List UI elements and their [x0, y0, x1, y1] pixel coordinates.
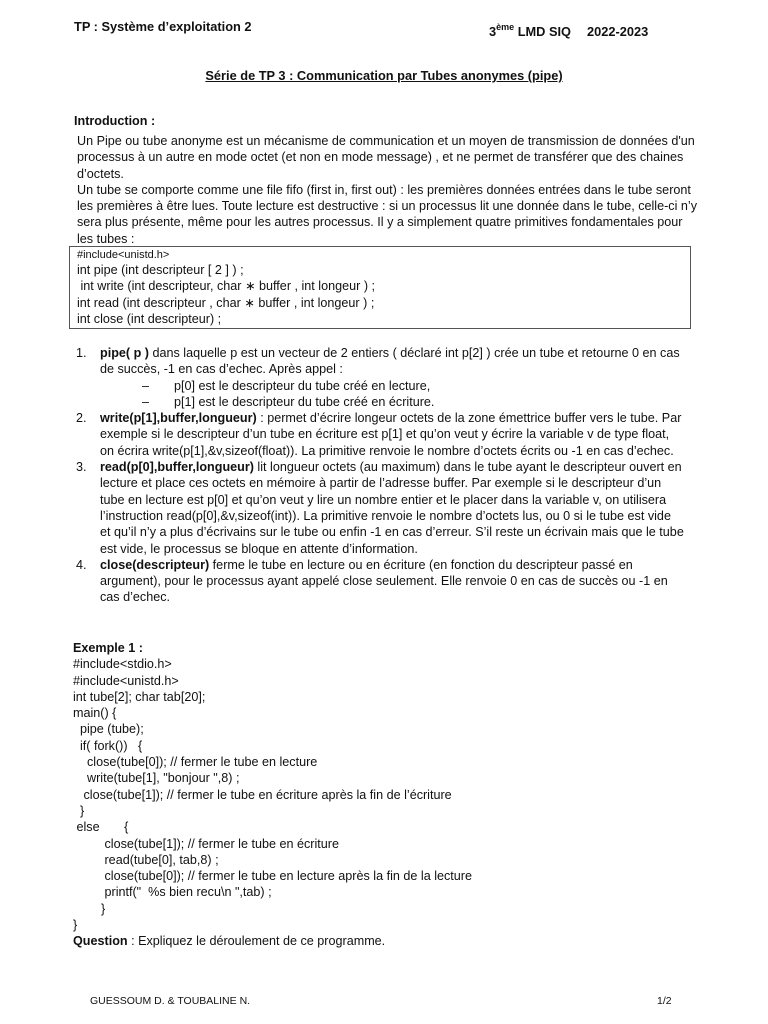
footer-authors: GUESSOUM D. & TOUBALINE N.: [90, 995, 251, 1007]
list-item: [74, 557, 684, 606]
item-text: : permet d’écrire longeur octets de la zone émettrice buffer vers le tube. Par exemple si le descripteur d’un tube en écriture est p[1] et qu’on veut y écrire la variable v de type float, on écrira write(p[1],&v,sizeof(float)). La primitive renvoie le nombre d’octets écrits ou -1 en cas d’echec.: [100, 411, 682, 458]
example-code-line: read(tube[0], tab,8) ;: [73, 852, 219, 867]
item-text: dans laquelle p est un vecteur de 2 entiers ( déclaré int p[2] ) crée un tube et retourne 0 en cas de succès, -1 en cas d’echec. Après appel :: [100, 346, 680, 377]
list-item: [74, 410, 684, 459]
example-code-line: pipe (tube);: [73, 722, 144, 737]
example-code-line: close(tube[1]); // fermer le tube en écriture après la fin de l’écriture: [73, 787, 452, 802]
intro-paragraph: Un Pipe ou tube anonyme est un mécanisme de communication et un moyen de transmission de données d'un processus à un autre en mode octet (et non en mode message) , et ne permet de transférer que des chaines d’octets.: [77, 134, 695, 181]
code-line: int write (int descripteur, char ∗ buffer , int longeur ) ;: [77, 279, 376, 294]
sub-item: – p[0] est le descripteur du tube créé en lecture,: [142, 378, 431, 393]
item-name: read(p[0],buffer,longueur): [100, 460, 254, 475]
example-code-line: write(tube[1], "bonjour ",8) ;: [73, 771, 240, 786]
item-name: write(p[1],buffer,longueur): [100, 411, 257, 426]
example-code-line: }: [73, 901, 106, 916]
intro-heading: Introduction :: [74, 114, 156, 128]
item-number: 2.: [76, 411, 87, 426]
code-line: int read (int descripteur , char ∗ buffer , int longeur ) ;: [77, 295, 375, 310]
example-heading: Exemple 1 :: [73, 641, 143, 655]
example-code-line: if( fork()) {: [73, 738, 143, 753]
list-item: [74, 459, 684, 557]
code-line: #include<unistd.h>: [77, 249, 170, 261]
item-number: 4.: [76, 557, 87, 572]
list-item: [74, 345, 684, 378]
sub-item-text: p[1] est le descripteur du tube créé en écriture.: [174, 394, 435, 409]
item-text: ferme le tube en lecture ou en écriture (en fonction du descripteur passé en argument), pour le processus ayant appelé close seulement. Elle renvoie 0 en cas de succès ou -1 en cas d’echec.: [100, 557, 668, 605]
question-text: : Expliquez le déroulement de ce programme.: [127, 934, 386, 949]
example-code-line: }: [73, 803, 85, 818]
question-label: Question: [73, 934, 128, 949]
example-code-line: else {: [73, 820, 129, 835]
page-title: Série de TP 3 : Communication par Tubes anonymes (pipe): [205, 68, 563, 83]
example-code-line: int tube[2]; char tab[20];: [73, 689, 206, 704]
item-name: pipe( p ): [100, 346, 149, 360]
example-code-line: main() {: [73, 706, 117, 721]
example-code-line: printf(" %s bien recu\n ",tab) ;: [73, 885, 272, 900]
example-code-line: close(tube[0]); // fermer le tube en lecture après la fin de la lecture: [73, 869, 472, 884]
primitives-code-box: [69, 246, 691, 329]
footer-page-number: 1/2: [657, 995, 672, 1007]
question: [73, 933, 693, 949]
intro-paragraph: Un tube se comporte comme une file fifo (first in, first out) : les premières données entrées dans le tube seront les premières à être lues. Toute lecture est destructive : si un processus lit une donnée dans le tube, celle-ci n’y sera plus présente, même pour les autres processus. Il y a simplement quatre primitives fondamentales pour les tubes :: [77, 182, 697, 246]
level-num: 3: [489, 24, 497, 39]
level-rest: LMD SIQ: [514, 24, 572, 39]
example-code-line: #include<stdio.h>: [73, 657, 172, 672]
example-section: [73, 640, 693, 950]
example-code-line: }: [73, 918, 78, 933]
level-sup: ème: [496, 22, 515, 32]
example-code-line: #include<unistd.h>: [73, 673, 179, 688]
header-level-year: [489, 19, 648, 40]
item-number: 1.: [76, 346, 87, 360]
header-course: TP : Système d’exploitation 2: [74, 19, 252, 34]
code-line: int pipe (int descripteur [ 2 ] ) ;: [77, 263, 244, 277]
item-text: lit longueur octets (au maximum) dans le tube ayant le descripteur ouvert en lecture et place ces octets en mémoire à partir de l’adresse buffer. Par exemple si le descripteur d’un tube en lecture est p[0] et qu’on veut y lire un nombre entier et le placer dans la variable v, on utilisera l’instruction read(p[0],&v,sizeof(int)). La primitive renvoie le nombre d’octets lus, ou 0 si le tube est vide et qu’il n’y a plus d’écrivains sur le tube ou enfin -1 en cas d’erreur. S’il reste un écrivain mais que le tube est vide, le processus se bloque en attente d’information.: [100, 460, 684, 556]
academic-year: 2022-2023: [587, 24, 649, 39]
example-code-line: close(tube[0]); // fermer le tube en lecture: [73, 755, 318, 770]
sub-item: – p[1] est le descripteur du tube créé en écriture.: [142, 394, 435, 409]
example-code-line: close(tube[1]); // fermer le tube en écriture: [73, 836, 339, 851]
item-number: 3.: [76, 460, 87, 475]
primitives-list: [74, 345, 684, 606]
intro-body: [77, 133, 697, 247]
sub-item-text: p[0] est le descripteur du tube créé en lecture,: [174, 378, 431, 393]
item-name: close(descripteur): [100, 557, 210, 572]
code-line: int close (int descripteur) ;: [77, 311, 222, 326]
